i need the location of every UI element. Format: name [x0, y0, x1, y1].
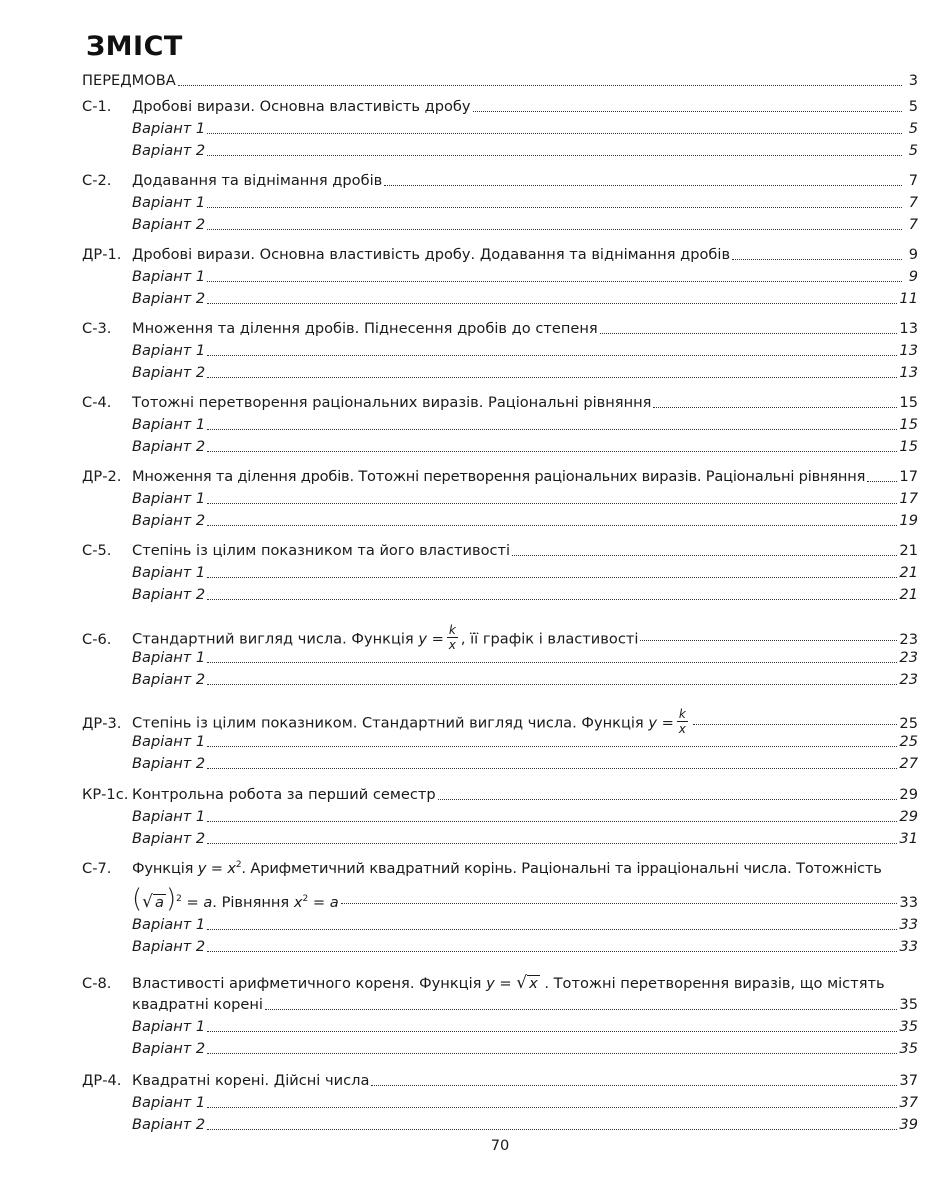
toc-variant	[132, 731, 918, 753]
toc-page-number: 35	[899, 996, 918, 1013]
dot-leader	[207, 951, 897, 952]
exponent: 2	[176, 894, 182, 905]
toc-page-number: 7	[908, 194, 918, 211]
dot-leader	[207, 768, 897, 769]
variant-label: Варіант 2	[132, 438, 206, 455]
toc-code: С-3.	[82, 320, 112, 337]
square-root	[516, 972, 539, 994]
formula-lhs: y =	[648, 714, 674, 732]
toc-text: Дробові вирази. Основна властивість дробу	[132, 98, 471, 115]
toc-entry	[82, 540, 918, 562]
radicand: a	[155, 894, 164, 911]
toc-entry-continuation	[132, 994, 918, 1016]
toc-entry	[82, 466, 918, 488]
dot-leader	[600, 333, 898, 334]
toc-variant	[132, 192, 918, 214]
fraction-numerator: k	[448, 623, 456, 637]
variant-label: Варіант 2	[132, 512, 206, 529]
dot-leader	[207, 355, 897, 356]
dot-leader	[207, 843, 897, 844]
variant-label: Варіант 1	[132, 808, 206, 825]
toc-code: С-8.	[82, 975, 112, 992]
toc-variant	[132, 936, 918, 958]
variant-label: Варіант 1	[132, 120, 206, 137]
toc-page-number: 7	[908, 172, 918, 189]
toc-text-part: , її графік і властивості	[460, 630, 639, 648]
toc-page-number: 9	[908, 268, 918, 285]
toc-text	[132, 884, 339, 914]
variant-label: Варіант 1	[132, 1094, 206, 1111]
dot-leader	[207, 599, 897, 600]
toc-variant	[132, 510, 918, 532]
toc-code: С-1.	[82, 98, 112, 115]
variant-label: Варіант 1	[132, 194, 206, 211]
toc-entry	[82, 96, 918, 118]
toc-page-number: 15	[899, 394, 918, 411]
toc-code: ДР-3.	[82, 714, 122, 732]
formula-func: y = x	[197, 860, 236, 877]
toc-page-number: 11	[899, 290, 918, 307]
dot-leader	[384, 185, 902, 186]
exponent: 2	[235, 860, 242, 871]
toc-code: ДР-4.	[82, 1072, 122, 1089]
toc-page-number: 37	[899, 1072, 918, 1089]
toc-page-number: 7	[908, 216, 918, 233]
dot-leader	[178, 85, 902, 86]
fraction-numerator: k	[678, 707, 686, 721]
dot-leader	[693, 724, 898, 725]
toc-variant	[132, 647, 918, 669]
toc-code: С-2.	[82, 172, 112, 189]
toc-page	[82, 0, 918, 1200]
toc-variant	[132, 828, 918, 850]
paren-open: (	[132, 884, 143, 914]
toc-code: С-7.	[82, 860, 112, 877]
toc-variant	[132, 1114, 918, 1136]
toc-text-part: . Рівняння	[212, 894, 290, 911]
toc-text	[132, 972, 885, 995]
variant-label: Варіант 2	[132, 671, 206, 688]
toc-code: С-4.	[82, 394, 112, 411]
variant-label: Варіант 1	[132, 342, 206, 359]
toc-variant	[132, 214, 918, 236]
toc-page-number: 15	[899, 438, 918, 455]
variant-label: Варіант 2	[132, 938, 206, 955]
toc-variant	[132, 140, 918, 162]
toc-text: Контрольна робота за перший семестр	[132, 786, 436, 803]
formula-lhs: y =	[418, 630, 444, 648]
toc-page-number: 33	[899, 938, 918, 955]
toc-page-number: 17	[899, 490, 918, 507]
toc-page-number: 29	[899, 808, 918, 825]
toc-variant	[132, 914, 918, 936]
dot-leader	[207, 929, 897, 930]
dot-leader	[640, 640, 897, 641]
toc-page-number: 17	[899, 468, 918, 485]
dot-leader	[207, 155, 902, 156]
dot-leader	[207, 503, 897, 504]
dot-leader	[207, 229, 902, 230]
toc-page-number: 21	[899, 564, 918, 581]
toc-text: Множення та ділення дробів. Піднесення дробів до степеня	[132, 320, 598, 337]
toc-text	[132, 858, 882, 880]
toc-page-number: 13	[899, 342, 918, 359]
variant-label: Варіант 1	[132, 733, 206, 750]
toc-variant	[132, 562, 918, 584]
toc-text: Тотожні перетворення раціональних виразів. Раціональні рівняння	[132, 394, 652, 411]
toc-variant	[132, 436, 918, 458]
formula-eq: x	[293, 894, 303, 911]
paren-close: )	[165, 884, 177, 914]
dot-leader	[207, 1107, 897, 1108]
exponent: 2	[302, 894, 309, 905]
toc-page-number: 23	[899, 671, 918, 688]
toc-code: КР-1с.	[82, 786, 129, 803]
toc-page-number: 13	[899, 320, 918, 337]
toc-text: Дробові вирази. Основна властивість дробу. Додавання та віднімання дробів	[132, 246, 731, 263]
variant-label: Варіант 1	[132, 649, 206, 666]
dot-leader	[207, 1053, 897, 1054]
toc-code: С-5.	[82, 542, 112, 559]
toc-page-number: 39	[899, 1116, 918, 1133]
toc-code: ДР-2.	[82, 468, 122, 485]
toc-text: Степінь із цілим показником та його властивості	[132, 542, 511, 559]
toc-page-number: 3	[908, 72, 918, 89]
variant-label: Варіант 1	[132, 268, 206, 285]
toc-page-number: 29	[899, 786, 918, 803]
toc-page-number: 5	[908, 98, 918, 115]
toc-text-part: Стандартний вигляд числа. Функція	[132, 630, 414, 648]
toc-variant	[132, 414, 918, 436]
dot-leader	[207, 746, 897, 747]
dot-leader	[732, 259, 902, 260]
toc-variant	[132, 340, 918, 362]
variant-label: Варіант 2	[132, 586, 206, 603]
toc-page-number: 25	[899, 714, 918, 732]
dot-leader	[371, 1085, 897, 1086]
formula-rhs: = a	[186, 894, 213, 911]
variant-label: Варіант 1	[132, 1018, 206, 1035]
toc-variant	[132, 488, 918, 510]
toc-text-part: Степінь із цілим показником. Стандартний вигляд числа. Функція	[132, 714, 644, 732]
toc-variant	[132, 288, 918, 310]
formula-lhs: y =	[486, 975, 512, 992]
toc-page-number: 19	[899, 512, 918, 529]
toc-variant	[132, 118, 918, 140]
dot-leader	[207, 281, 902, 282]
toc-page-number: 5	[908, 142, 918, 159]
dot-leader	[207, 207, 902, 208]
dot-leader	[265, 1009, 897, 1010]
dot-leader	[207, 684, 897, 685]
toc-page-number: 27	[899, 755, 918, 772]
toc-page-number: 13	[899, 364, 918, 381]
dot-leader	[207, 821, 897, 822]
toc-text: ПЕРЕДМОВА	[82, 72, 176, 89]
toc-page-number: 33	[899, 894, 918, 911]
dot-leader	[207, 1129, 897, 1130]
page-title: ЗМІСТ	[86, 31, 183, 62]
radical-sign-icon: √	[142, 892, 153, 912]
toc-variant	[132, 1038, 918, 1060]
variant-label: Варіант 1	[132, 490, 206, 507]
square-root	[142, 891, 166, 913]
dot-leader	[207, 451, 897, 452]
toc-text: Додавання та віднімання дробів	[132, 172, 383, 189]
dot-leader	[207, 303, 897, 304]
toc-entry	[82, 784, 918, 806]
toc-page-number: 5	[908, 120, 918, 137]
toc-page-number: 9	[908, 246, 918, 263]
toc-page-number: 35	[899, 1018, 918, 1035]
toc-text-part: Властивості арифметичного кореня. Функція	[132, 975, 482, 992]
toc-entry	[82, 707, 918, 736]
toc-text: Квадратні корені. Дійсні числа	[132, 1072, 370, 1089]
formula-eq-rhs: = a	[312, 894, 339, 911]
variant-label: Варіант 2	[132, 290, 206, 307]
radical-sign-icon: √	[516, 973, 528, 993]
dot-leader	[207, 662, 897, 663]
toc-entry	[82, 318, 918, 340]
toc-entry	[82, 244, 918, 266]
dot-leader	[207, 1031, 897, 1032]
toc-variant	[132, 266, 918, 288]
toc-page-number: 37	[899, 1094, 918, 1111]
toc-variant	[132, 753, 918, 775]
radicand: x	[529, 975, 538, 992]
dot-leader	[207, 429, 897, 430]
toc-page-number: 21	[899, 586, 918, 603]
toc-page-number: 15	[899, 416, 918, 433]
variant-label: Варіант 1	[132, 916, 206, 933]
variant-label: Варіант 2	[132, 1116, 206, 1133]
fraction-denominator: x	[448, 638, 456, 652]
toc-text-part: Функція	[132, 860, 194, 877]
dot-leader	[512, 555, 897, 556]
variant-label: Варіант 2	[132, 216, 206, 233]
toc-variant	[132, 584, 918, 606]
toc-code: ДР-1.	[82, 246, 122, 263]
toc-page-number: 33	[899, 916, 918, 933]
toc-variant	[132, 1016, 918, 1038]
toc-variant	[132, 669, 918, 691]
toc-text: Множення та ділення дробів. Тотожні перетворення раціональних виразів. Раціональні рівняння	[132, 468, 866, 485]
variant-label: Варіант 2	[132, 830, 206, 847]
dot-leader	[207, 525, 897, 526]
toc-entry	[82, 170, 918, 192]
toc-entry-continuation	[132, 884, 918, 914]
toc-page-number: 23	[899, 649, 918, 666]
dot-leader	[473, 111, 902, 112]
toc-entry	[82, 623, 918, 652]
toc-text-part: . Арифметичний квадратний корінь. Раціональні та ірраціональні числа. Тотожність	[241, 860, 882, 877]
toc-entry	[82, 1070, 918, 1092]
dot-leader	[438, 799, 898, 800]
dot-leader	[867, 481, 897, 482]
variant-label: Варіант 2	[132, 755, 206, 772]
toc-variant	[132, 1092, 918, 1114]
dot-leader	[207, 133, 902, 134]
toc-text: квадратні корені	[132, 996, 263, 1013]
toc-entry	[82, 972, 918, 994]
dot-leader	[341, 903, 898, 904]
variant-label: Варіант 1	[132, 564, 206, 581]
toc-entry	[82, 392, 918, 414]
page-number: 70	[490, 1137, 510, 1154]
variant-label: Варіант 2	[132, 1040, 206, 1057]
dot-leader	[207, 577, 897, 578]
toc-text-part: . Тотожні перетворення виразів, що містять	[544, 975, 885, 992]
toc-page-number: 23	[899, 630, 918, 648]
toc-page-number: 35	[899, 1040, 918, 1057]
fraction-denominator: x	[678, 722, 686, 736]
variant-label: Варіант 1	[132, 416, 206, 433]
toc-page-number: 21	[899, 542, 918, 559]
toc-code: С-6.	[82, 630, 112, 648]
toc-variant	[132, 806, 918, 828]
toc-entry	[82, 858, 918, 880]
toc-variant	[132, 362, 918, 384]
dot-leader	[207, 377, 897, 378]
dot-leader	[653, 407, 897, 408]
toc-page-number: 31	[899, 830, 918, 847]
toc-page-number: 25	[899, 733, 918, 750]
variant-label: Варіант 2	[132, 142, 206, 159]
toc-line-preface	[82, 70, 918, 92]
variant-label: Варіант 2	[132, 364, 206, 381]
